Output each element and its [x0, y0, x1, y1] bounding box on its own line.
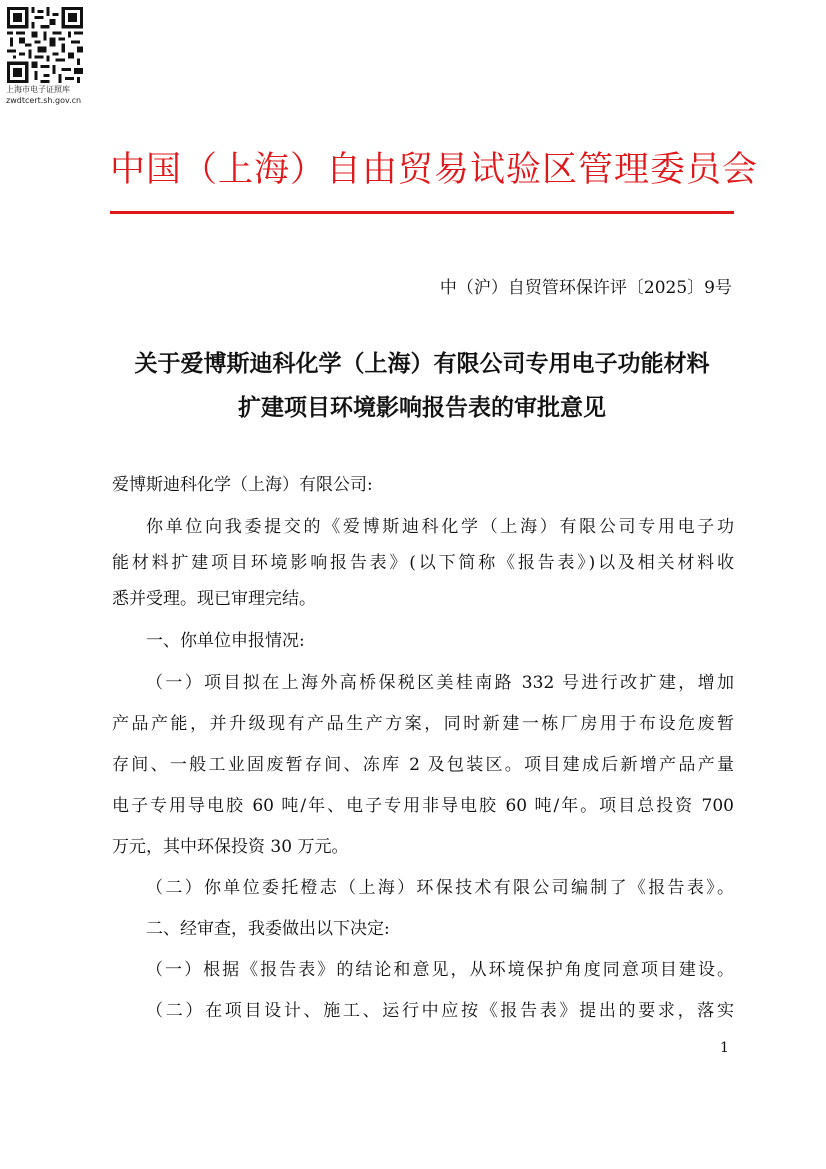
letterhead-org-name: 中国（上海）自由贸易试验区管理委员会 [110, 150, 759, 190]
body-line: 能材料扩建项目环境影响报告表》(以下简称《报告表》)以及相关材料收 [112, 553, 734, 573]
body-line: （二）在项目设计、施工、运行中应按《报告表》提出的要求，落实 [146, 1001, 734, 1021]
section-heading: 二、经审查，我委做出以下决定: [146, 919, 390, 939]
page-number: 1 [720, 1040, 729, 1056]
body-line: （二）你单位委托橙志（上海）环保技术有限公司编制了《报告表》。 [146, 878, 734, 898]
body-line: 你单位向我委提交的《爱博斯迪科化学（上海）有限公司专用电子功 [146, 517, 734, 537]
addressee: 爱博斯迪科化学（上海）有限公司: [112, 475, 373, 495]
body-line: 存间、一般工业固废暂存间、冻库 2 及包装区。项目建成后新增产品产量 [112, 755, 734, 775]
section-heading: 一、你单位申报情况: [146, 631, 305, 651]
document-number: 中（沪）自贸管环保许评〔2025〕9号 [439, 278, 732, 298]
body-line: （一）项目拟在上海外高桥保税区美桂南路 332 号进行改扩建，增加 [146, 673, 734, 693]
qr-caption-url: zwdtcert.sh.gov.cn [6, 96, 82, 105]
body-line: 产品产能，并升级现有产品生产方案，同时新建一栋厂房用于布设危废暂 [112, 714, 734, 734]
qr-code [7, 7, 83, 83]
body-line: 悉并受理。现已审理完结。 [112, 589, 316, 609]
body-line: 万元，其中环保投资 30 万元。 [112, 837, 349, 857]
body-line: （一）根据《报告表》的结论和意见，从环境保护角度同意项目建设。 [146, 960, 734, 980]
body-line: 电子专用导电胶 60 吨/年、电子专用非导电胶 60 吨/年。项目总投资 700 [112, 796, 734, 816]
document-title-line-2: 扩建项目环境影响报告表的审批意见 [238, 395, 606, 421]
document-title-line-1: 关于爱博斯迪科化学（上海）有限公司专用电子功能材料 [134, 351, 710, 377]
qr-caption-cn: 上海市电子证照库 [6, 85, 70, 94]
letterhead-divider [110, 211, 734, 214]
